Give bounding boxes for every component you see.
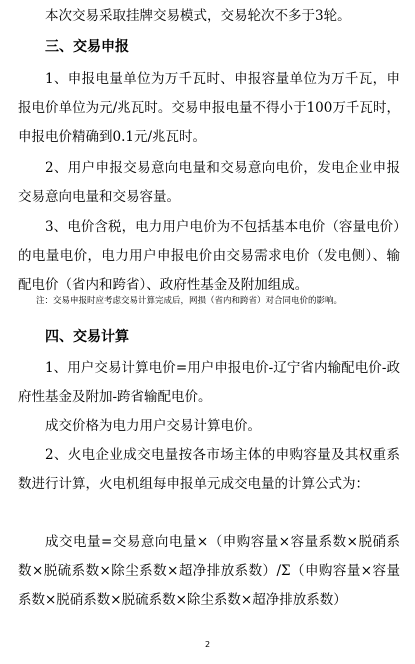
- calculation-paragraph-1: 1、用户交易计算电价=用户申报电价-辽宁省内输配电价-政府性基金及附加-跨省输配电价。: [18, 360, 400, 405]
- section-heading-calculation: 四、交易计算: [45, 329, 129, 345]
- calculation-paragraph-1b: 成交价格为电力用户交易计算电价。: [45, 418, 261, 434]
- section-heading-declaration: 三、交易申报: [45, 39, 129, 55]
- intro-paragraph: 本次交易采取挂牌交易模式，交易轮次不多于3轮。: [45, 8, 351, 24]
- declaration-paragraph-2: 2、用户申报交易意向电量和交易意向电价，发电企业申报交易意向电量和交易容量。: [18, 160, 400, 205]
- page-number: 2: [204, 640, 211, 649]
- footnote: 注：交易申报时应考虑交易计算完成后，网损（省内和跨省）对合同电价的影响。: [36, 296, 343, 306]
- formula-paragraph: 成交电量=交易意向电量×（申购容量×容量系数×脱硝系数×脱硫系数×除尘系数×超净排放系数）/Σ（申购容量×容量系数×脱硝系数×脱硫系数×除尘系数×超净排放系数）: [18, 534, 400, 608]
- declaration-paragraph-3: 3、电价含税，电力用户电价为不包括基本电价（容量电价）的电量电价，电力用户申报电价由交易需求电价（发电侧）、输配电价（省内和跨省）、政府性基金及附加组成。: [18, 219, 400, 293]
- declaration-paragraph-1: 1、申报电量单位为万千瓦时、申报容量单位为万千瓦，申报电价单位为元/兆瓦时。交易申报电量不得小于100万千瓦时，申报电价精确到0.1元/兆瓦时。: [18, 71, 400, 145]
- calculation-paragraph-2: 2、火电企业成交电量按各市场主体的申购容量及其权重系数进行计算，火电机组每申报单元成交电量的计算公式为：: [18, 447, 400, 492]
